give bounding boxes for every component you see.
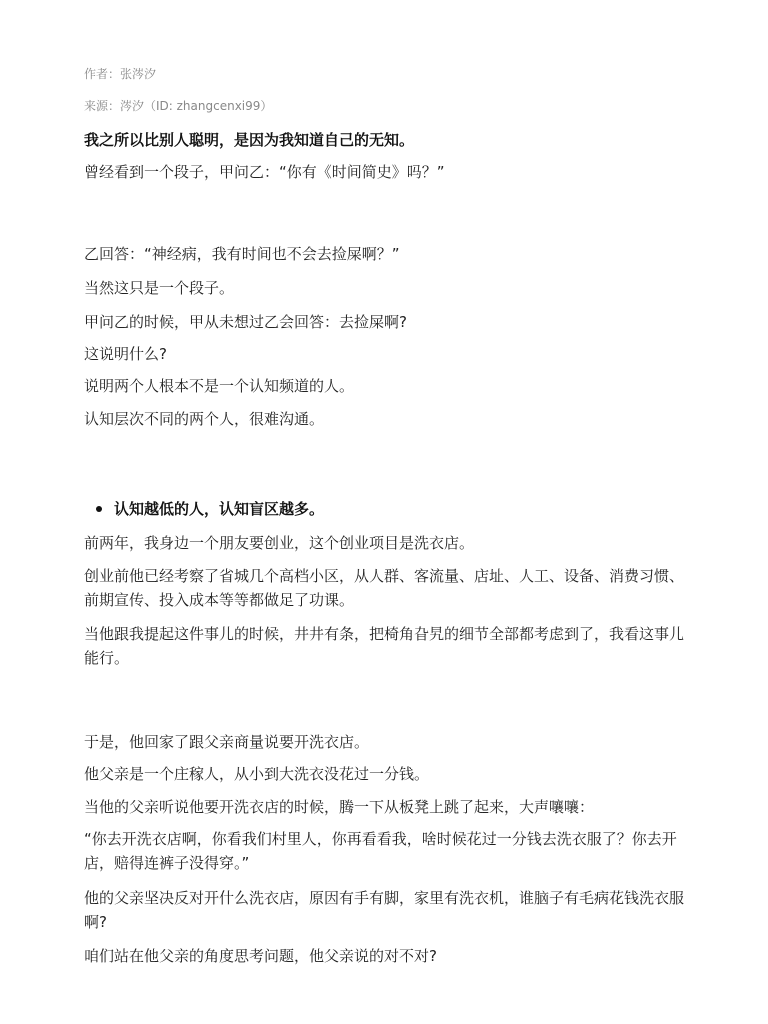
paragraph: 于是，他回家了跟父亲商量说要开洗衣店。 <box>84 733 370 751</box>
paragraph: 咱们站在他父亲的角度思考问题，他父亲说的对不对? <box>84 947 437 965</box>
paragraph: 当他跟我提起这件事儿的时候，井井有条，把椅角旮旯的细节全部都考虑到了，我看这事儿能行。 <box>84 625 685 667</box>
paragraph: 曾经看到一个段子，甲问乙：“你有《时间简史》吗？” <box>84 163 445 181</box>
paragraph: 认知层次不同的两个人，很难沟通。 <box>84 410 325 428</box>
lead-paragraph: 我之所以比别人聪明，是因为我知道自己的无知。 <box>84 131 415 149</box>
source-line: 来源：涔汐（ID: zhangcenxi99） <box>84 99 273 113</box>
paragraph: 甲问乙的时候，甲从未想过乙会回答：去捡屎啊? <box>84 313 407 331</box>
paragraph: 他父亲是一个庄稼人，从小到大洗衣没花过一分钱。 <box>84 765 430 783</box>
bullet-icon <box>96 506 102 512</box>
quote-paragraph: “你去开洗衣店啊，你看我们村里人，你再看看我，啥时候花过一分钱去洗衣服了？你去开店，赔得连裤子没得穿。” <box>84 830 677 872</box>
paragraph: 前两年，我身边一个朋友要创业，这个创业项目是洗衣店。 <box>84 534 475 552</box>
author-line: 作者：张涔汐 <box>84 67 157 81</box>
paragraph: 当然这只是一个段子。 <box>84 279 235 297</box>
paragraph: 这说明什么? <box>84 345 167 363</box>
bullet-text: 认知越低的人，认知盲区越多。 <box>114 500 325 518</box>
paragraph: 说明两个人根本不是一个认知频道的人。 <box>84 377 355 395</box>
paragraph: 他的父亲坚决反对开什么洗衣店，原因有手有脚，家里有洗衣机，谁脑子有毛病花钱洗衣服啊? <box>84 889 685 931</box>
paragraph: 创业前他已经考察了省城几个高档小区，从人群、客流量、店址、人工、设备、消费习惯、前期宣传、投入成本等等都做足了功课。 <box>84 567 685 609</box>
paragraph: 当他的父亲听说他要开洗衣店的时候，腾一下从板凳上跳了起来，大声嚷嚷： <box>84 798 595 816</box>
paragraph: 乙回答：“神经病，我有时间也不会去捡屎啊？” <box>84 245 400 263</box>
